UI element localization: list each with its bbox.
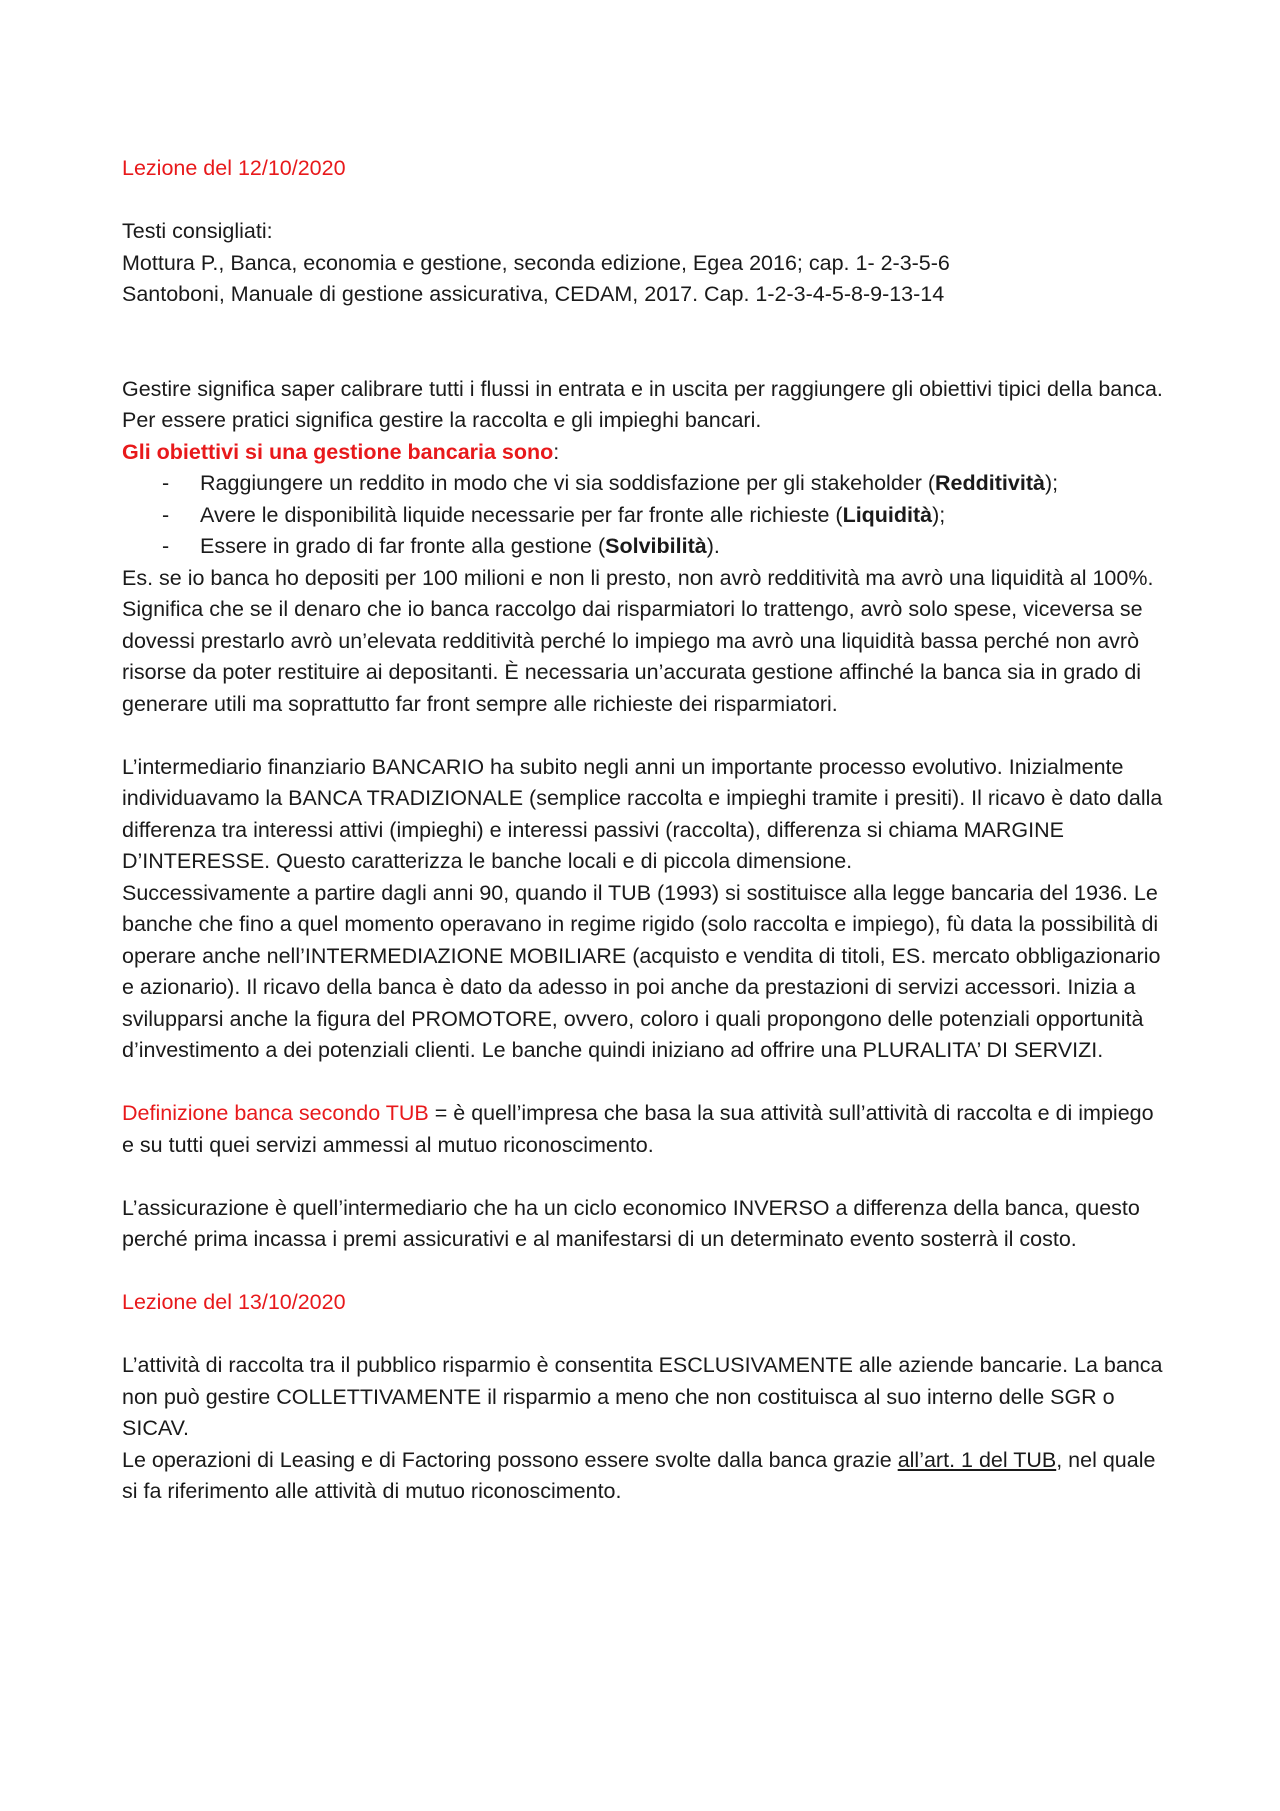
- bullet-bold: Liquidità: [842, 502, 933, 527]
- definition-label: Definizione banca secondo TUB: [122, 1101, 429, 1125]
- objectives-list: [122, 468, 1170, 563]
- paragraph-example: Es. se io banca ho depositi per 100 milioni e non li presto, non avrò redditività ma avrò una liquidità al 100%.: [122, 565, 1154, 590]
- paragraph-collection: L’attività di raccolta tra il pubblico risparmio è consentita ESCLUSIVAMENTE alle aziende bancarie. La banca non può gestire COLLETTIVAMENTE il risparmio a meno che non costituisca al suo interno delle SGR o SICAV.: [122, 1353, 1163, 1440]
- bullet-text: Raggiungere un reddito in modo che vi sia soddisfazione per gli stakeholder (: [200, 471, 936, 495]
- recommended-text-2: Santoboni, Manuale di gestione assicurativa, CEDAM, 2017. Cap. 1-2-3-4-5-8-9-13-14: [122, 282, 945, 306]
- bullet-end: );: [932, 502, 946, 527]
- paragraph-tub: Successivamente a partire dagli anni 90, quando il TUB (1993) si sostituisce alla legge bancaria del 1936. Le banche che fino a quel momento operavano in regime rigido (solo raccolta e impiego), fù data la possibilità di operare anche nell’INTERMEDIAZIONE MOBILIARE (acquisto e vendita di titoli, ES. mercato obbligazionario e azionario). Il ricavo della banca è dato da adesso in poi anche da prestazioni di servizi accessori. Inizia a svilupparsi anche la figura del PROMOTORE, ovvero, coloro i quali propongono delle potenziali opportunità d’investimento a dei potenziali clienti. Le banche quindi iniziano ad offrire una PLURALITA’ DI SERVIZI.: [122, 880, 1161, 1062]
- objectives-line: [122, 437, 1170, 469]
- bullet-bold: Solvibilità: [605, 534, 707, 558]
- leasing-text: Le operazioni di Leasing e di Factoring possono essere svolte dalla banca grazie: [122, 1447, 898, 1472]
- bullet-text: Avere le disponibilità liquide necessarie per far fronte alle richieste (: [200, 502, 843, 527]
- bullet-text: Essere in grado di far fronte alla gestione (: [200, 534, 606, 558]
- paragraph-insurance: L’assicurazione è quell’intermediario che ha un ciclo economico INVERSO a differenza della banca, questo perché prima incassa i premi assicurativi e al manifestarsi di un determinato evento sosterrà il costo.: [122, 1195, 1140, 1251]
- bullet-bold: Redditività: [935, 471, 1045, 495]
- bullet-end: ).: [706, 534, 720, 558]
- paragraph-definition: [122, 1098, 1170, 1161]
- objectives-title: Gli obiettivi si una gestione bancaria sono: [122, 439, 554, 464]
- paragraph-management: Gestire significa saper calibrare tutti i flussi in entrata e in uscita per raggiungere gli obiettivi tipici della banca. Per essere pratici significa gestire la raccolta e gli impieghi bancari.: [122, 376, 1163, 432]
- recommended-texts-title: Testi consigliati:: [122, 219, 273, 243]
- list-item: [122, 468, 1170, 500]
- dash-bullet: -: [162, 534, 170, 558]
- list-item: [122, 500, 1170, 532]
- paragraph-evolution: L’intermediario finanziario BANCARIO ha subito negli anni un importante processo evolutivo. Inizialmente individuavamo la BANCA TRADIZIONALE (semplice raccolta e impieghi tramite i presiti). Il ricavo è dato dalla differenza tra interessi attivi (impieghi) e interessi passivi (raccolta), differenza si chiama MARGINE D’INTERESSE. Questo caratterizza le banche locali e di piccola dimensione.: [122, 754, 1163, 873]
- dash-bullet: -: [162, 471, 170, 495]
- paragraph-leasing: [122, 1445, 1170, 1508]
- definition-text: = è quell’impresa che basa la sua attività sull’attività di raccolta e di impiego e su tutti quei servizi ammessi al mutuo riconoscimento.: [122, 1101, 1154, 1157]
- recommended-text-1: Mottura P., Banca, economia e gestione, seconda edizione, Egea 2016; cap. 1- 2-3-5-6: [122, 250, 950, 275]
- objectives-colon: :: [553, 439, 560, 464]
- tub-article-reference: all’art. 1 del TUB: [897, 1447, 1057, 1472]
- dash-bullet: -: [162, 502, 170, 527]
- paragraph-meaning: Significa che se il denaro che io banca raccolgo dai risparmiatori lo trattengo, avrò solo spese, viceversa se dovessi prestarlo avrò un’elevata redditività perché lo impiego ma avrò una liquidità bassa perché non avrò risorse da poter restituire ai depositanti. È necessaria un’accurata gestione affinché la banca sia in grado di generare utili ma soprattutto far front sempre alle richieste dei risparmiatori.: [122, 597, 1143, 716]
- lesson-heading-1: Lezione del 12/10/2020: [122, 156, 346, 180]
- lesson-heading-2: Lezione del 13/10/2020: [122, 1290, 346, 1314]
- bullet-end: );: [1044, 471, 1059, 495]
- list-item: [122, 531, 1170, 563]
- leasing-text-end: , nel quale si fa riferimento alle attività di mutuo riconoscimento.: [122, 1447, 1156, 1503]
